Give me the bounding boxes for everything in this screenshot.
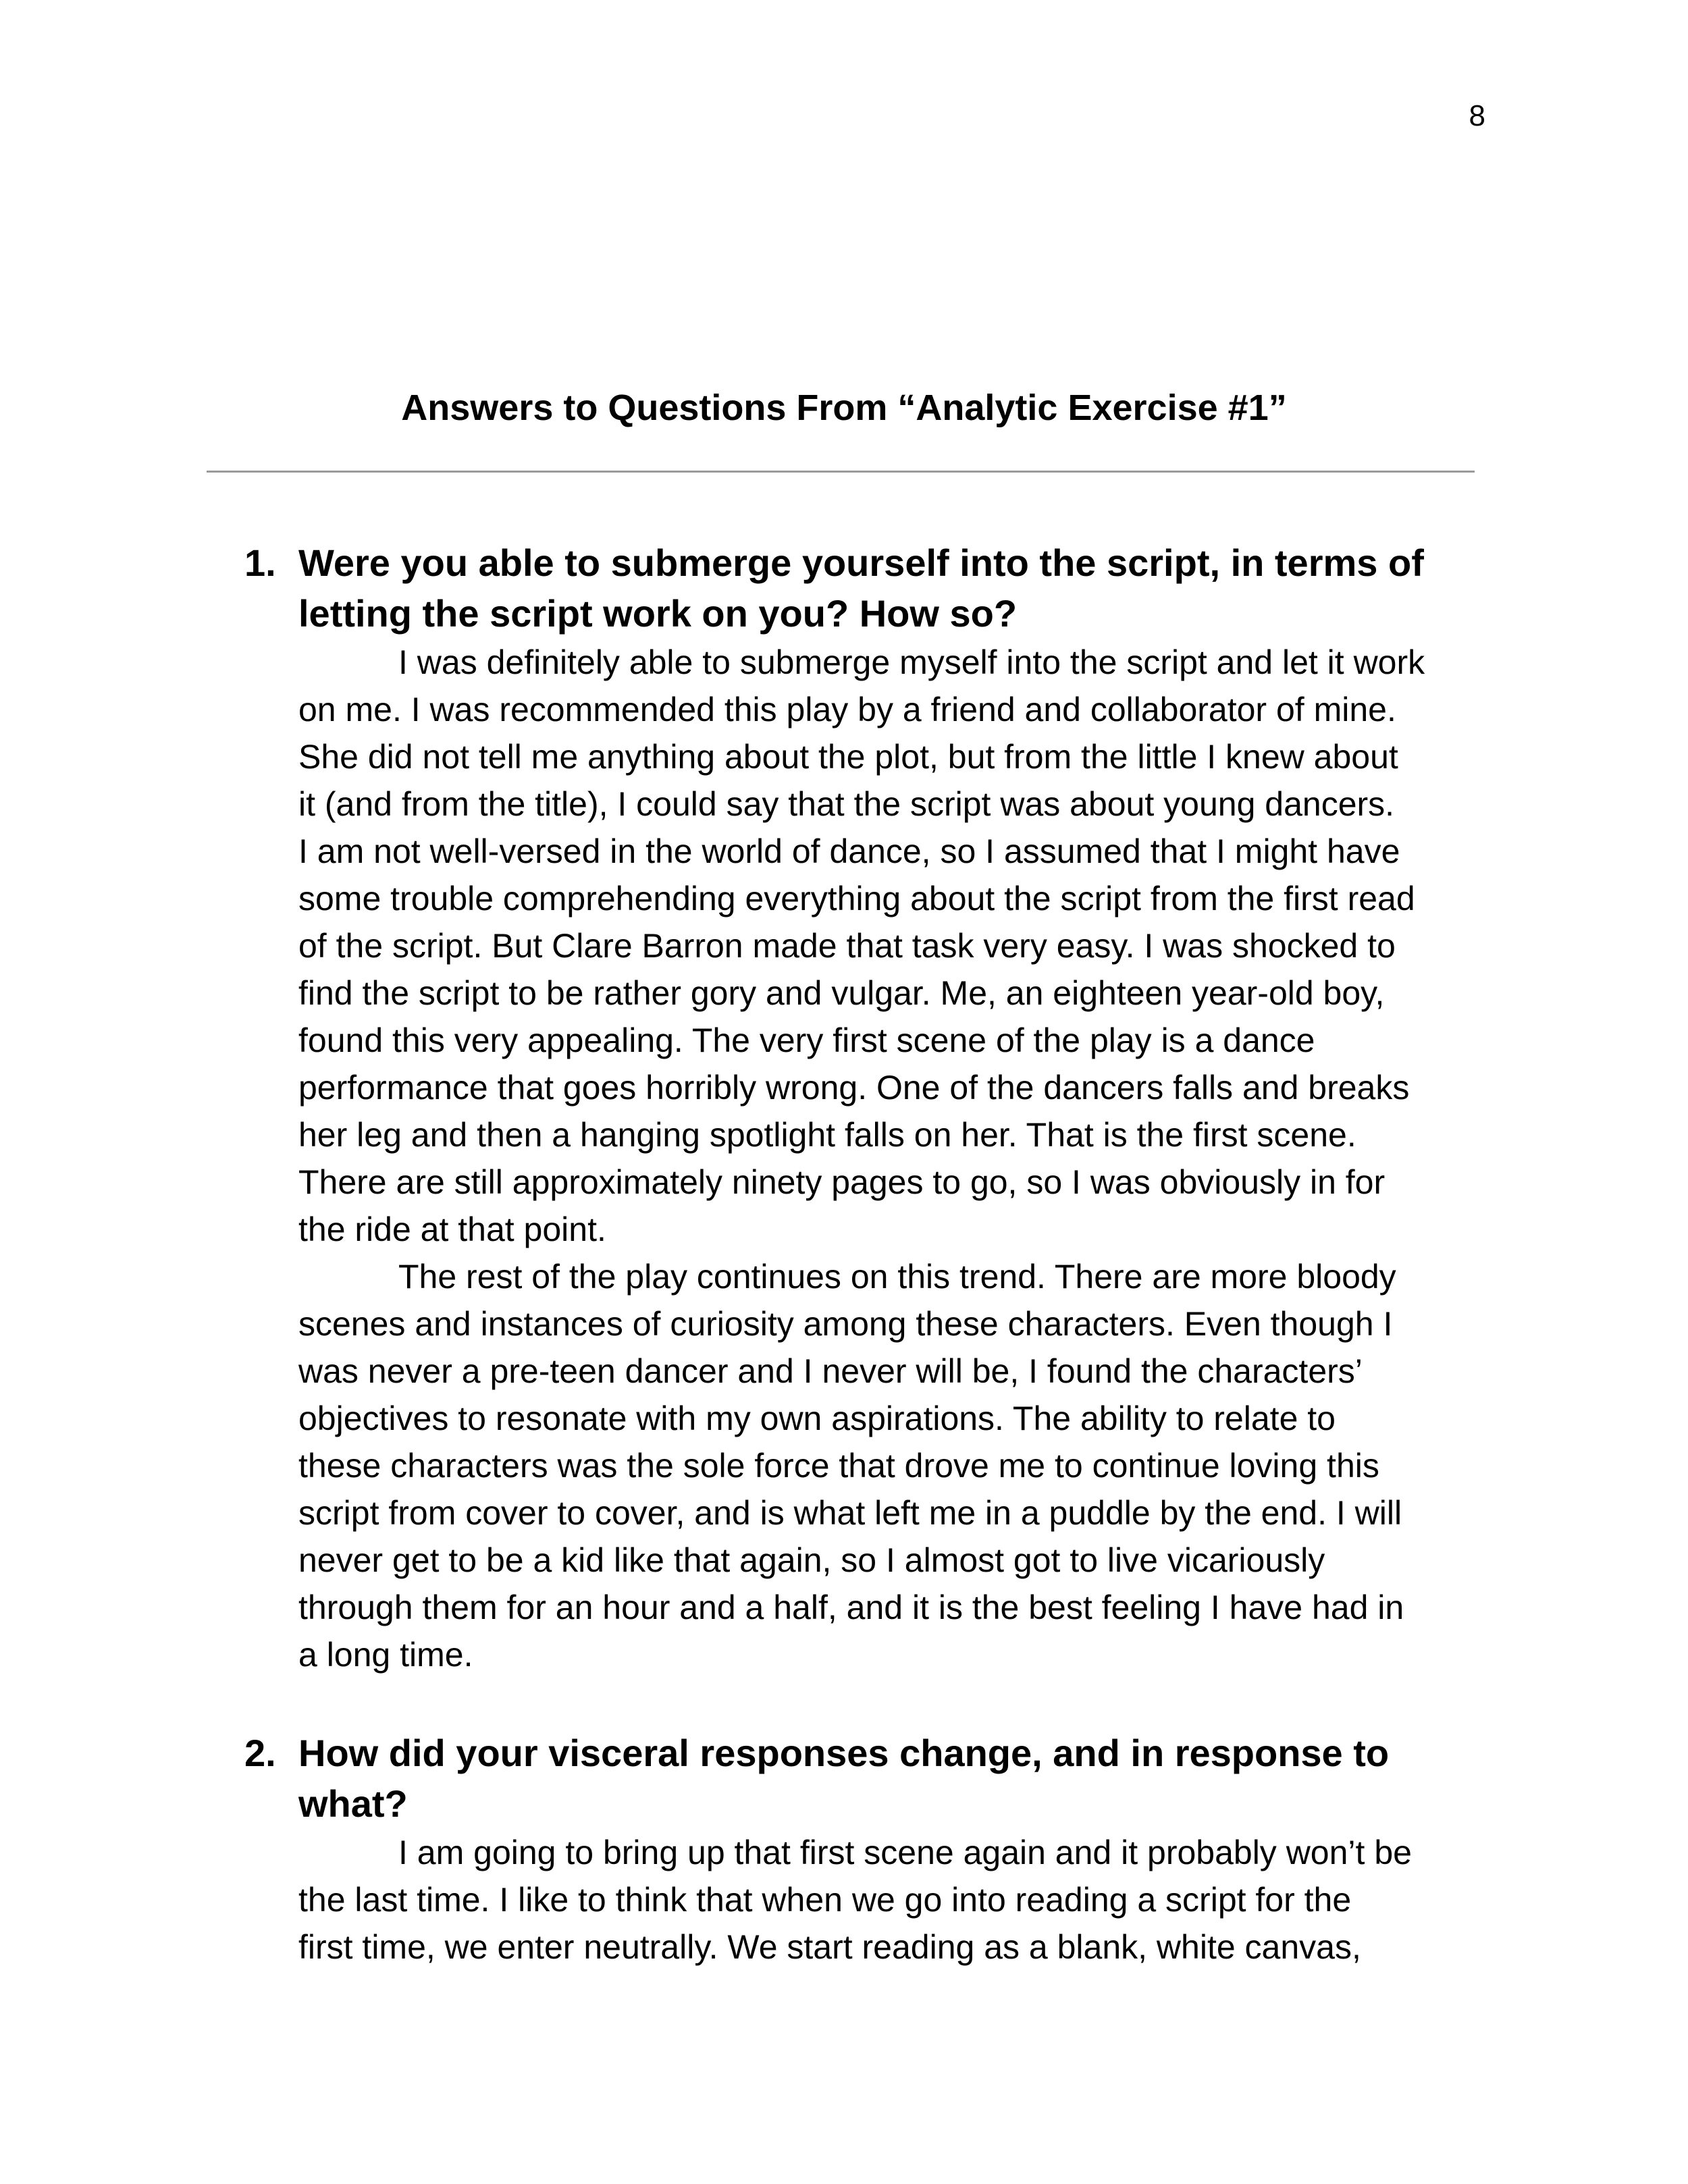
answer-1-paragraph-2: The rest of the play continues on this trend. There are more bloody scenes and instances of curiosity among these characters. Even though I was never a pre-teen dancer and I never will be, I found the characters’ objectives to resonate with my own aspirations. The ability to relate to these characters was the sole force that drove me to continue loving this script from cover to cover, and is what left me in a puddle by the end. I will never get to be a kid like that again, so I almost got to live vicariously through them for an hour and a half, and it is the best feeling I have had in a long time. [298,1258,1404,1674]
page-number: 8 [1469,99,1485,132]
question-2-number: 2. [244,1732,276,1774]
page-title: Answers to Questions From “Analytic Exercise #1” [401,388,1287,428]
question-2-heading [244,1728,1487,1829]
question-1-section [244,537,1487,1678]
question-1-text: Were you able to submerge yourself into the script, in terms of letting the script work on you? How so? [298,541,1424,635]
question-2-answer [298,1829,1487,1971]
question-1-heading [244,537,1487,639]
answer-2-paragraph-1: I am going to bring up that first scene again and it probably won’t be the last time. I like to think that when we go into reading a script for the first time, we enter neutrally. We start reading as a blank, white canvas, [298,1834,1412,1966]
question-1-number: 1. [244,541,276,584]
question-1-answer [298,639,1487,1678]
answer-1-paragraph-1: I was definitely able to submerge myself into the script and let it work on me. I was recommended this play by a friend and collaborator of mine. She did not tell me anything about the plot, but from the little I knew about it (and from the title), I could say that the script was about young dancers. I am not well-versed in the world of dance, so I assumed that I might have some trouble comprehending everything about the script from the first read of the script. But Clare Barron made that task very easy. I was shocked to find the script to be rather gory and vulgar. Me, an eighteen year-old boy, found this very appealing. The very first scene of the play is a dance performance that goes horribly wrong. One of the dancers falls and breaks her leg and then a hanging spotlight falls on her. That is the first scene. There are still approximately ninety pages to go, so I was obviously in for the ride at that point. [298,643,1425,1248]
question-2-section [244,1728,1487,1971]
title-divider [207,471,1475,473]
question-2-text: How did your visceral responses change, and in response to what? [298,1732,1390,1825]
